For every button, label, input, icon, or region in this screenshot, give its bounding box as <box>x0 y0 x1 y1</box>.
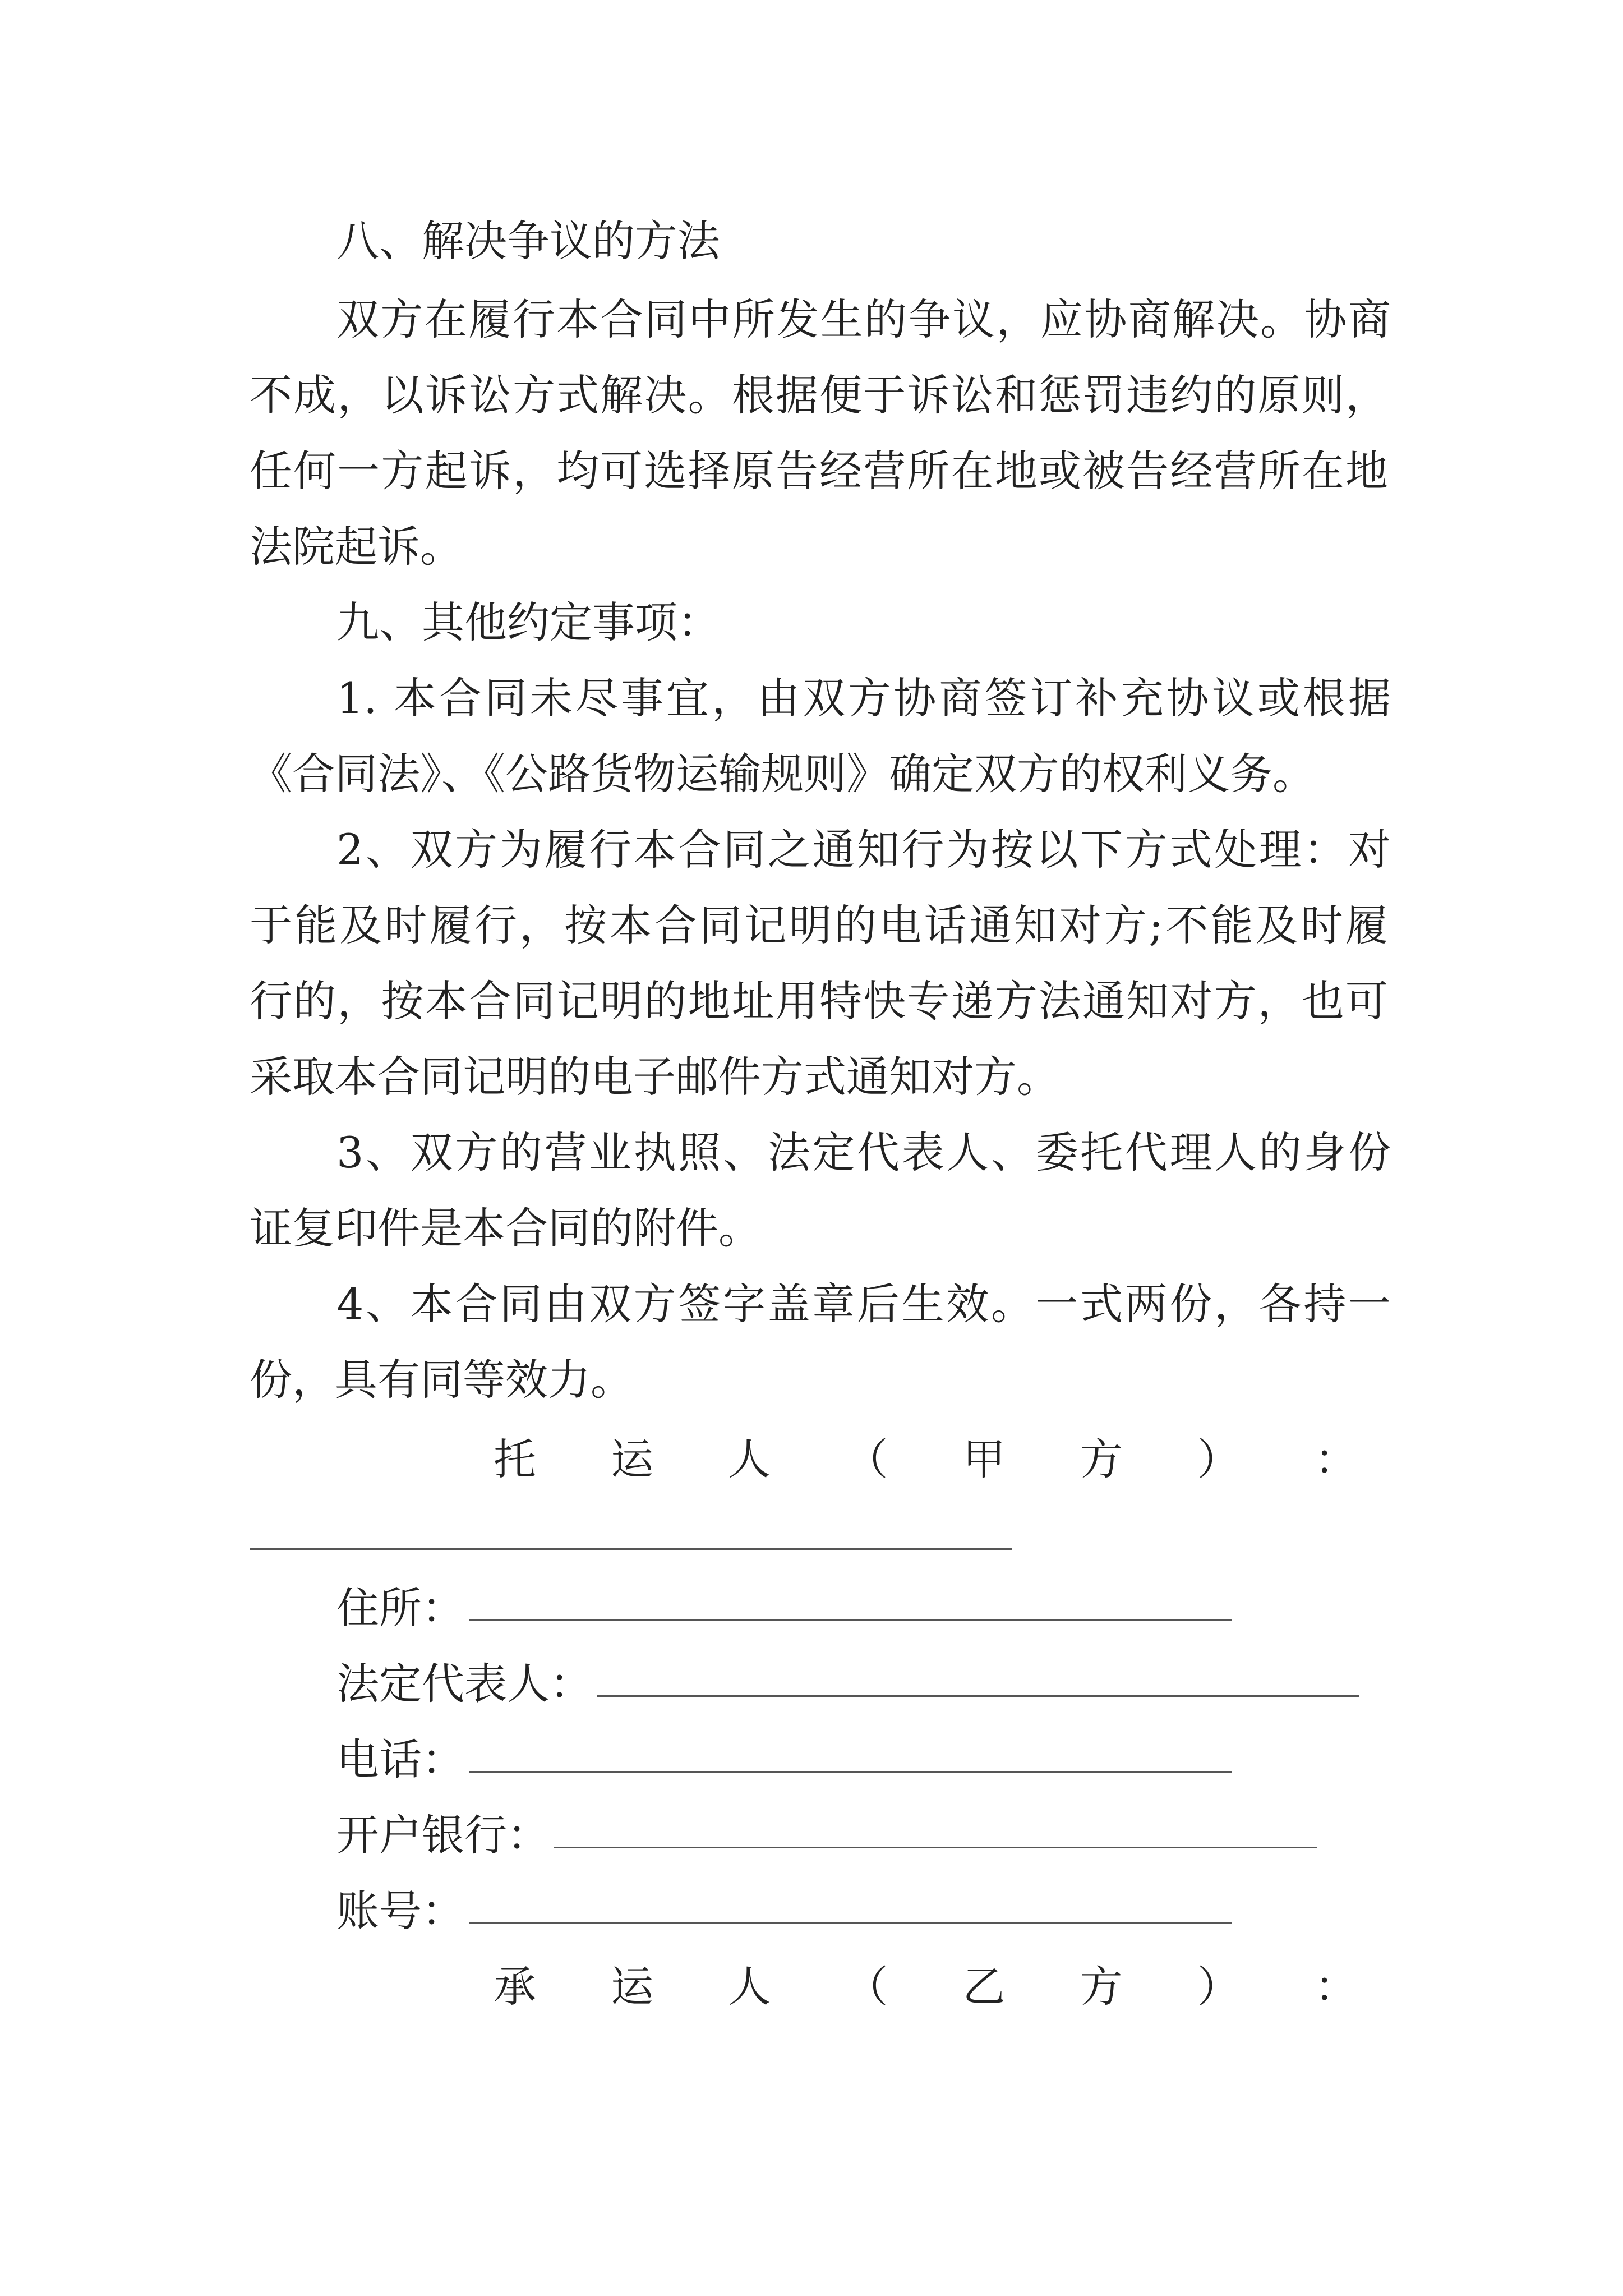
section-9-heading: 九、其他约定事项： <box>336 597 720 647</box>
party-a-char: ） <box>1197 1434 1240 1484</box>
phone-blank <box>469 1771 1232 1773</box>
item-4-line-2: 份，具有同等效力。 <box>250 1355 633 1405</box>
party-a-char: 方 <box>1080 1434 1123 1484</box>
party-b-char: 承 <box>494 1961 536 2012</box>
account-label: 账号： <box>336 1885 464 1936</box>
item-2-line-2: 于能及时履行，按本合同记明的电话通知对方;不能及时履 <box>250 900 1388 950</box>
legal-rep-label: 法定代表人： <box>336 1658 592 1709</box>
item-2-line-1: 2、双方为履行本合同之通知行为按以下方式处理：对 <box>336 825 1391 875</box>
item-3-line-2: 证复印件是本合同的附件。 <box>250 1203 761 1253</box>
party-b-char: （ <box>845 1961 888 2012</box>
section-8-line-1: 双方在履行本合同中所发生的争议，应协商解决。协商 <box>336 295 1391 344</box>
party-a-char: ： <box>1314 1434 1357 1484</box>
section-8-line-2: 不成，以诉讼方式解决。根据便于诉讼和惩罚违约的原则， <box>250 370 1388 420</box>
party-b-char: 人 <box>728 1961 771 2012</box>
phone-field <box>336 1728 1232 1784</box>
account-blank <box>469 1922 1232 1924</box>
party-a-name-blank <box>250 1548 1012 1550</box>
party-b-char: ） <box>1197 1961 1240 2012</box>
section-8-line-3: 任何一方起诉，均可选择原告经营所在地或被告经营所在地 <box>250 446 1388 496</box>
bank-field <box>336 1803 1317 1860</box>
party-a-char: 人 <box>728 1434 771 1484</box>
party-b-char: 方 <box>1080 1961 1123 2012</box>
item-4-line-1: 4、本合同由双方签字盖章后生效。一式两份，各持一 <box>336 1279 1391 1329</box>
party-a-heading <box>494 1428 1357 1484</box>
item-2-line-4: 采取本合同记明的电子邮件方式通知对方。 <box>250 1052 1059 1102</box>
party-b-char: 运 <box>611 1961 654 2012</box>
party-a-char: 运 <box>611 1434 654 1484</box>
address-field <box>336 1576 1232 1632</box>
item-1-line-2: 《合同法》、《公路货物运输规则》确定双方的权利义务。 <box>250 749 1315 799</box>
phone-label: 电话： <box>336 1734 464 1784</box>
bank-blank <box>554 1847 1317 1848</box>
party-b-char: 乙 <box>962 1961 1006 2012</box>
party-b-char: ： <box>1314 1961 1357 2012</box>
party-a-char: 托 <box>494 1434 536 1484</box>
item-3-line-1: 3、双方的营业执照、法定代表人、委托代理人的身份 <box>336 1128 1391 1177</box>
bank-label: 开户银行： <box>336 1810 550 1860</box>
address-blank <box>469 1619 1232 1621</box>
party-a-char: 甲 <box>962 1434 1006 1484</box>
party-a-char: （ <box>845 1434 888 1484</box>
account-field <box>336 1879 1232 1935</box>
section-8-line-4: 法院起诉。 <box>250 522 463 572</box>
address-label: 住所： <box>336 1582 464 1633</box>
party-b-heading <box>494 1955 1357 2011</box>
section-8-heading: 八、解决争议的方法 <box>336 216 720 266</box>
legal-rep-field <box>336 1652 1359 1708</box>
legal-rep-blank <box>597 1695 1359 1697</box>
item-2-line-3: 行的，按本合同记明的地址用特快专递方法通知对方，也可 <box>250 976 1388 1026</box>
item-1-line-1: 1. 本合同未尽事宜，由双方协商签订补充协议或根据 <box>336 673 1391 723</box>
